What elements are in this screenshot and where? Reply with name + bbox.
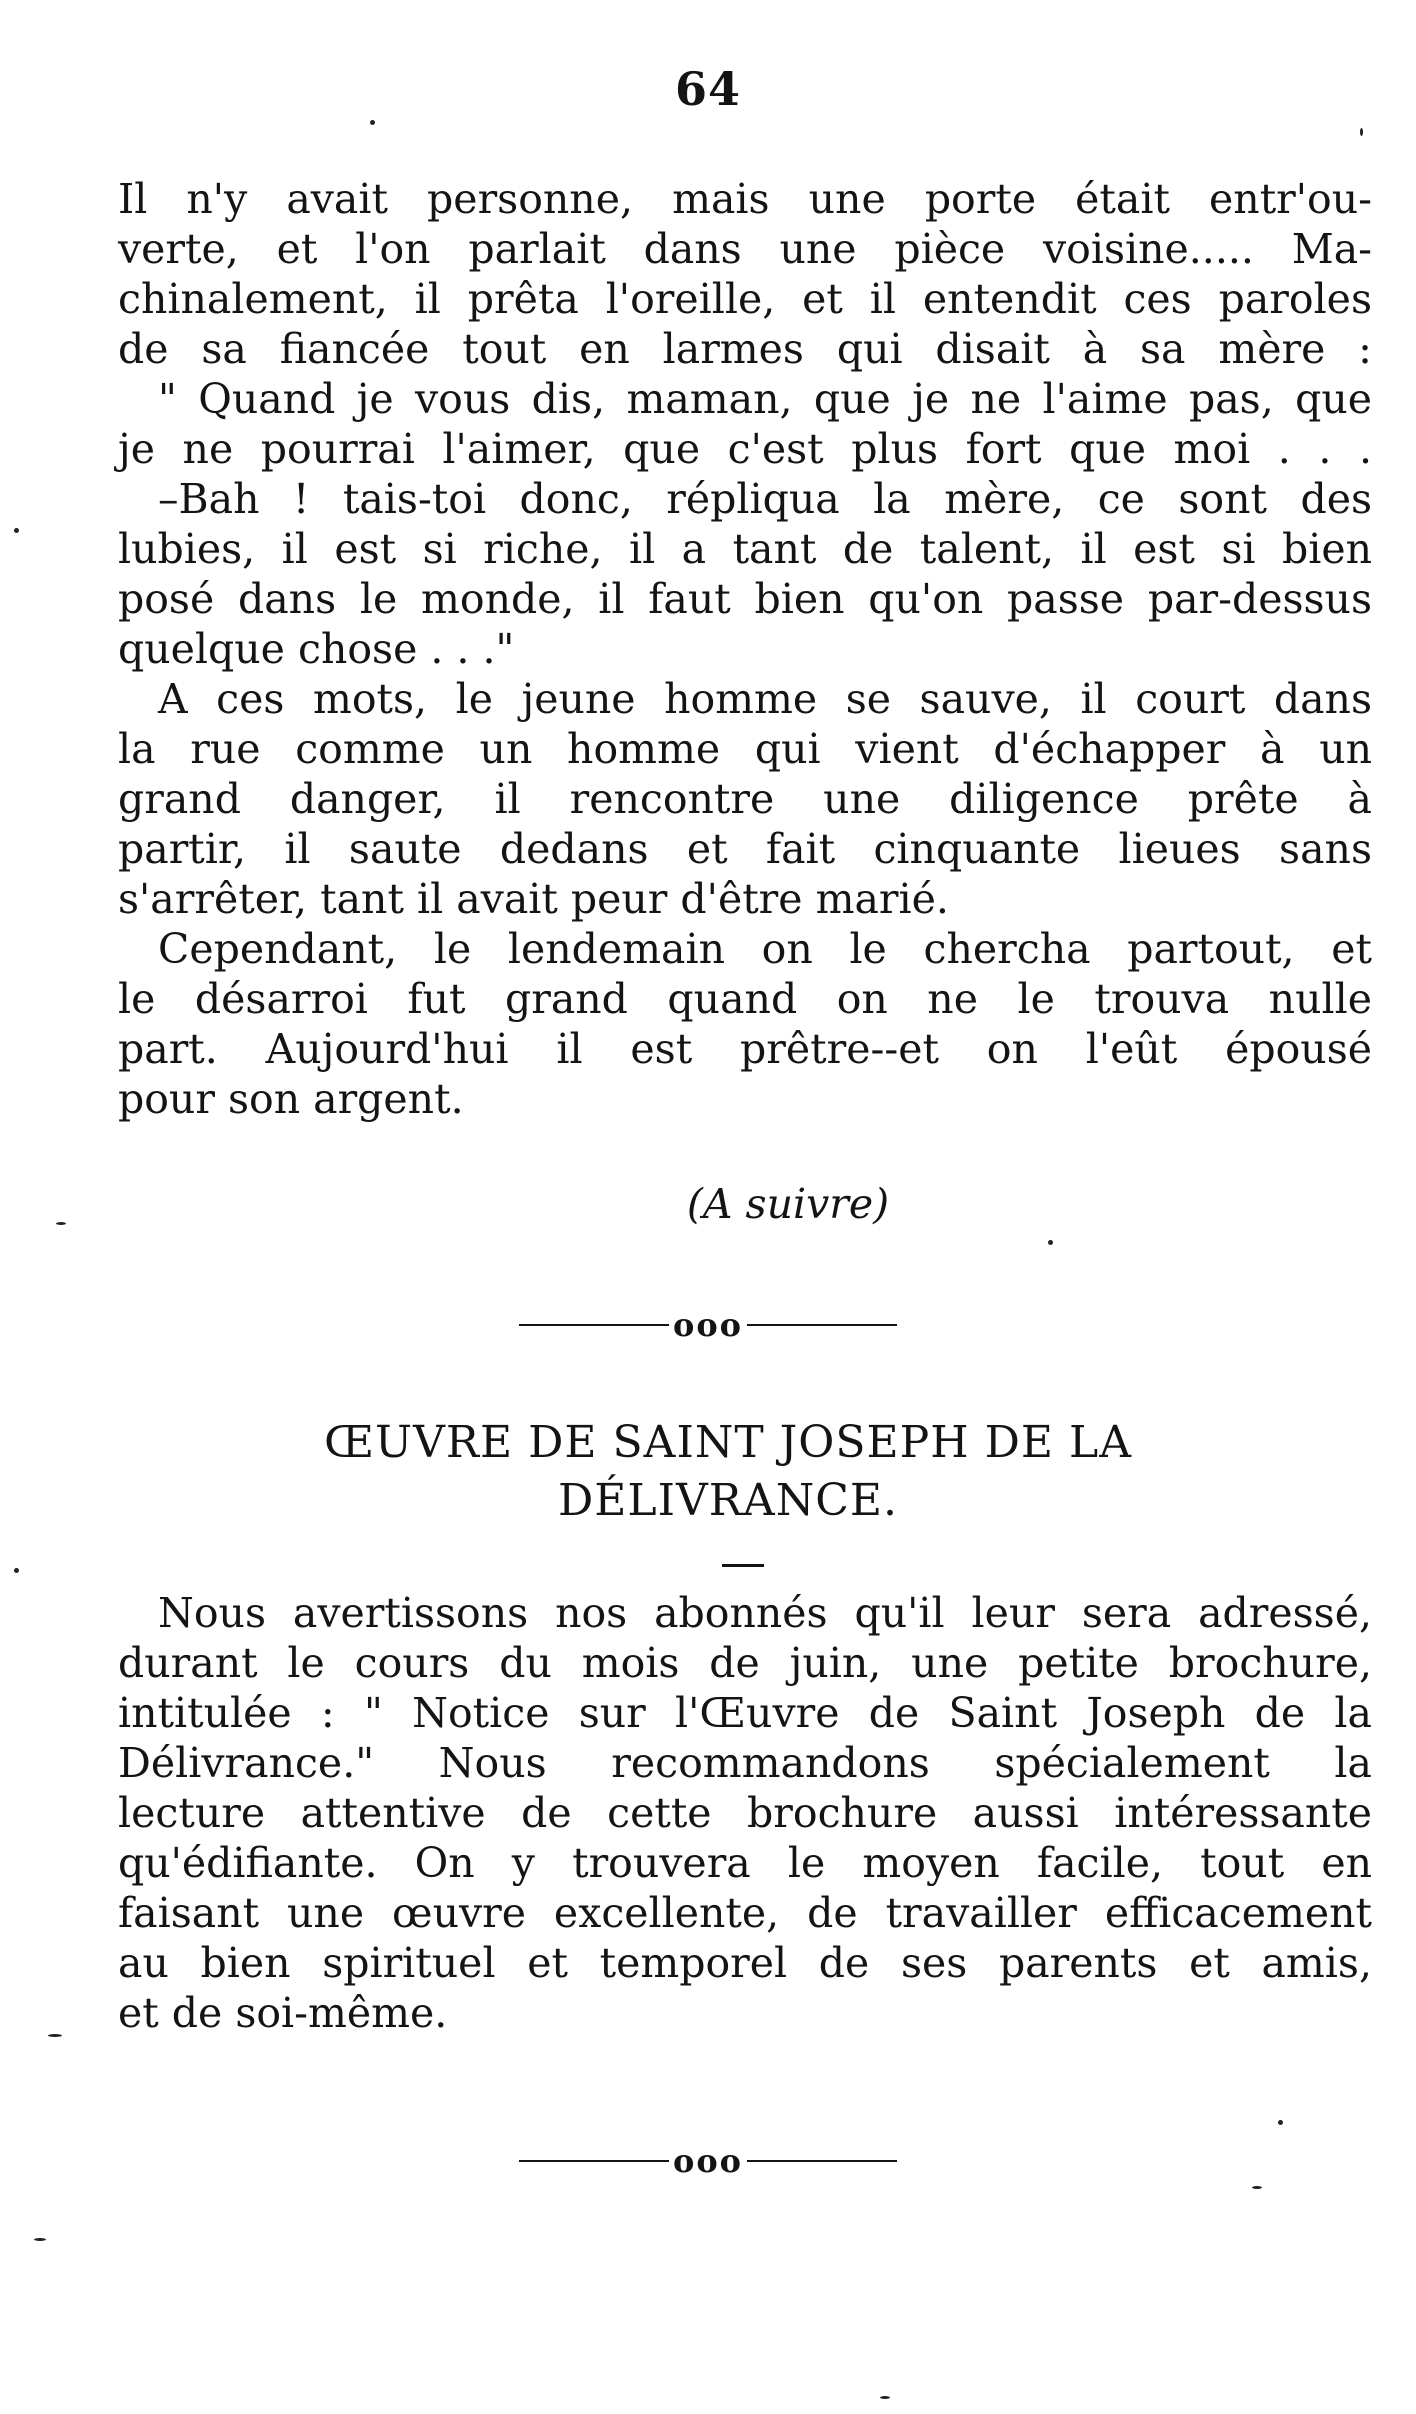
story-line: je ne pourrai l'aimer, que c'est plus fort que moi . . . — [118, 425, 1372, 473]
scan-speck — [14, 528, 19, 533]
separator-label: ooo — [672, 1306, 744, 1344]
scan-speck — [1048, 1240, 1053, 1245]
story-line: " Quand je vous dis, maman, que je ne l'aime pas, que — [158, 375, 1372, 423]
scan-speck — [56, 1222, 66, 1225]
notice-line: intitulée : " Notice sur l'Œuvre de Saint Joseph de la — [118, 1689, 1372, 1737]
notice-title-line-2: DÉLIVRANCE. — [558, 1475, 898, 1526]
notice-line: au bien spirituel et temporel de ses parents et amis, — [118, 1939, 1372, 1987]
scan-speck — [48, 2034, 62, 2037]
notice-line: durant le cours du mois de juin, une petite brochure, — [118, 1639, 1372, 1687]
story-line: de sa fiancée tout en larmes qui disait à sa mère : — [118, 325, 1372, 373]
notice-line: Nous avertissons nos abonnés qu'il leur sera adressé, — [158, 1589, 1372, 1637]
scan-speck — [1278, 2120, 1283, 2125]
story-line: Il n'y avait personne, mais une porte était entr'ou- — [118, 175, 1372, 223]
notice-line: lecture attentive de cette brochure aussi intéressante — [118, 1789, 1372, 1837]
story-line: s'arrêter, tant il avait peur d'être marié. — [118, 875, 949, 923]
notice-title-line-1: ŒUVRE DE SAINT JOSEPH DE LA — [324, 1417, 1132, 1468]
notice-line: et de soi-même. — [118, 1989, 448, 2037]
separator-rule-right — [747, 2160, 897, 2162]
notice-paragraph — [118, 1588, 1372, 2038]
scan-speck — [1252, 2186, 1262, 2189]
notice-line: qu'édifiante. On y trouvera le moyen facile, tout en — [118, 1839, 1372, 1887]
story-line: le désarroi fut grand quand on ne le trouva nulle — [118, 975, 1372, 1023]
continuation-note: (A suivre) — [686, 1180, 890, 1228]
section-separator — [0, 1306, 1416, 1344]
separator-label: ooo — [672, 2142, 744, 2180]
story-line: pour son argent. — [118, 1075, 464, 1123]
story-line: A ces mots, le jeune homme se sauve, il court dans — [158, 675, 1372, 723]
story-paragraphs — [118, 174, 1372, 1124]
scan-speck — [880, 2396, 890, 2399]
notice-line: Délivrance." Nous recommandons spécialement la — [118, 1739, 1372, 1787]
scan-speck — [14, 1568, 19, 1573]
section-separator — [0, 2142, 1416, 2180]
story-line: lubies, il est si riche, il a tant de talent, il est si bien — [118, 525, 1372, 573]
story-line: posé dans le monde, il faut bien qu'on passe par-dessus — [118, 575, 1372, 623]
story-line: verte, et l'on parlait dans une pièce voisine..... Ma- — [118, 225, 1372, 273]
notice-line: faisant une œuvre excellente, de travailler efficacement — [118, 1889, 1372, 1937]
page-number: 64 — [674, 62, 741, 116]
separator-rule-left — [519, 2160, 669, 2162]
scan-speck — [1360, 128, 1363, 136]
story-line: grand danger, il rencontre une diligence prête à — [118, 775, 1372, 823]
separator-rule-left — [519, 1324, 669, 1326]
scan-speck — [34, 2238, 46, 2241]
story-line: Cependant, le lendemain on le chercha partout, et — [158, 925, 1372, 973]
story-line: quelque chose . . ." — [118, 625, 515, 673]
title-dash — [722, 1564, 764, 1567]
separator-rule-right — [747, 1324, 897, 1326]
story-line: –Bah ! tais-toi donc, répliqua la mère, ce sont des — [158, 475, 1372, 523]
story-line: partir, il saute dedans et fait cinquante lieues sans — [118, 825, 1372, 873]
story-line: part. Aujourd'hui il est prêtre--et on l'eût épousé — [118, 1025, 1372, 1073]
story-line: chinalement, il prêta l'oreille, et il entendit ces paroles — [118, 275, 1372, 323]
story-line: la rue comme un homme qui vient d'échapper à un — [118, 725, 1372, 773]
scan-speck — [370, 120, 375, 125]
